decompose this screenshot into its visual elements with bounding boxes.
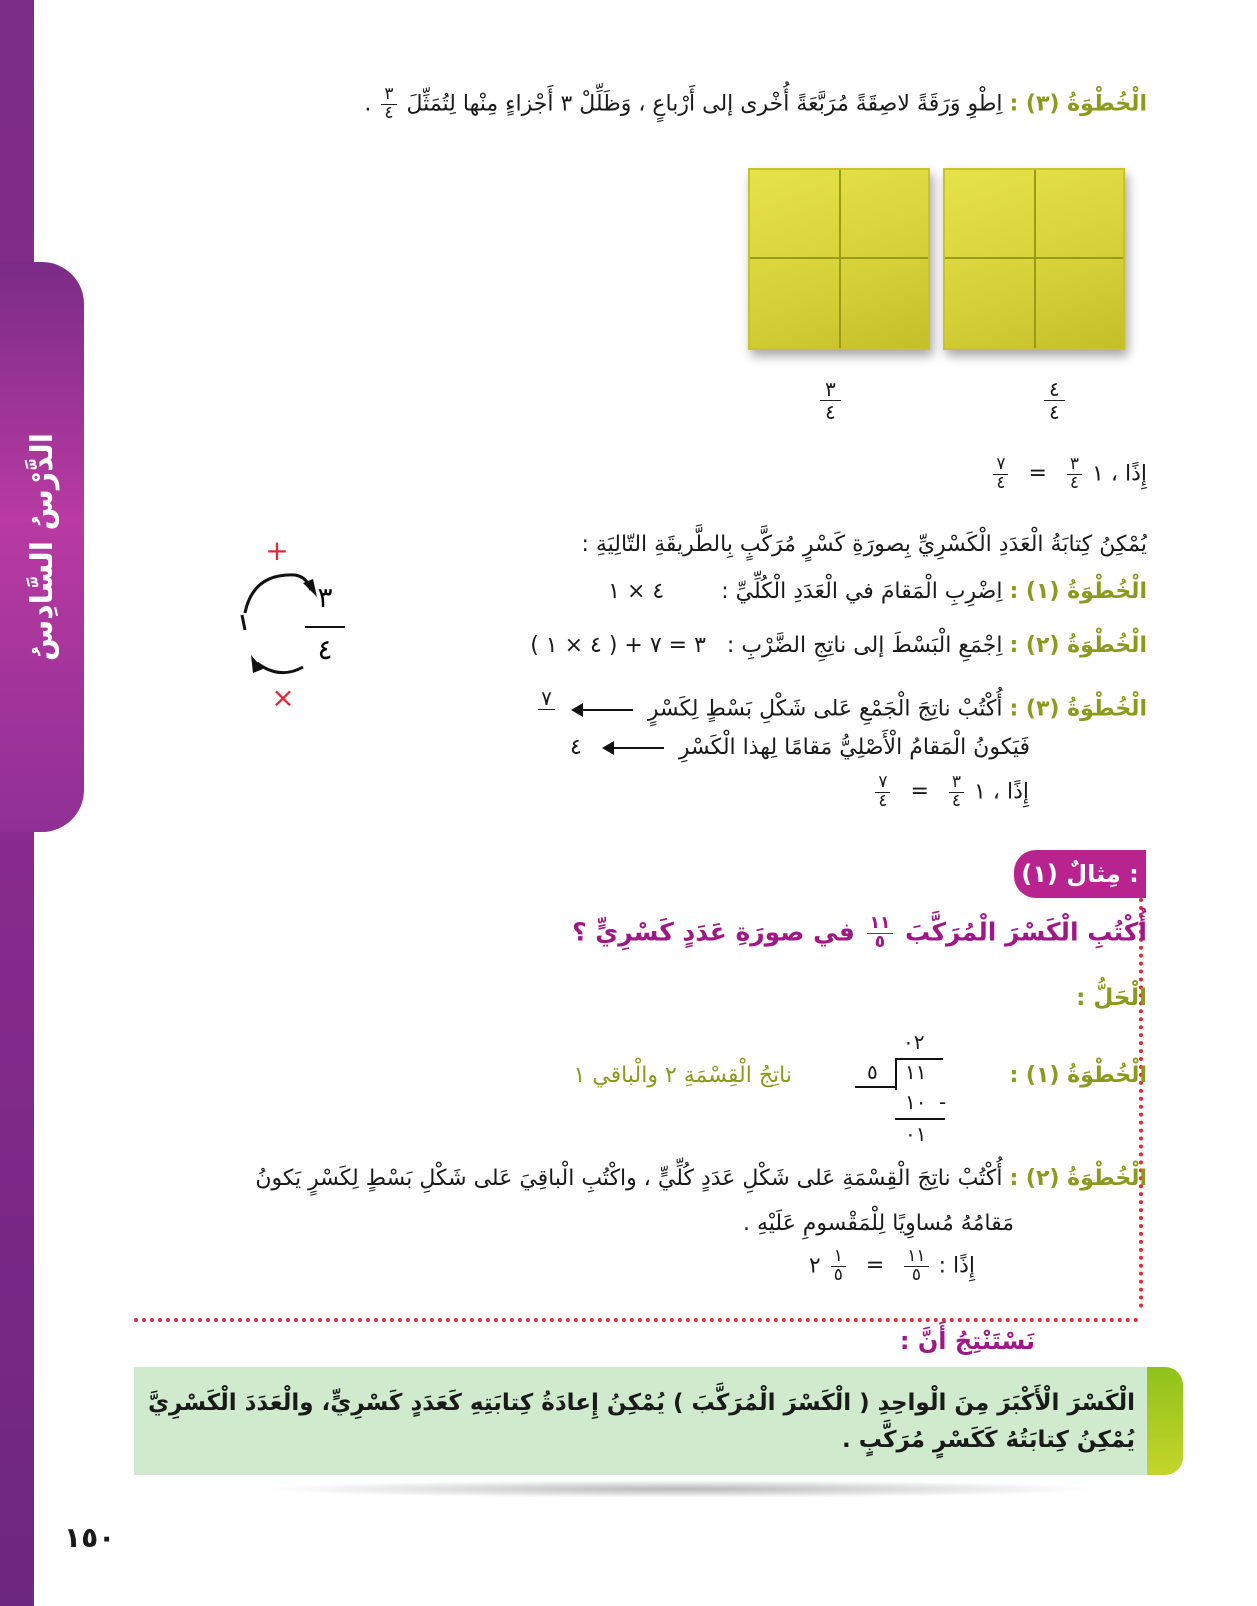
solution-label: الْحَلُّ : xyxy=(1076,985,1147,1011)
eq-prefix: إِذًا : xyxy=(938,1253,975,1279)
method-step-3-line-2 xyxy=(563,734,1030,763)
lesson-title xyxy=(10,262,74,832)
step-text: اِجْمَعِ الْبَسْطَ إلى ناتِجِ الضَّرْبِ : xyxy=(726,633,1003,658)
eq-result-fraction xyxy=(993,456,1008,493)
subtract-value: ١٠ xyxy=(905,1090,927,1114)
eq-sign: = xyxy=(910,779,929,805)
step-line-1: أُكْتُبْ ناتِجَ الْجَمْعِ عَلى شَكْلِ بَسْطٍ لِكَسْرٍ xyxy=(647,696,1003,722)
lesson-title-text: الدَّرْسُ السَّادِسُ xyxy=(24,432,60,662)
step3-intro-end: . xyxy=(364,91,372,117)
fraction-numerator: ٣ xyxy=(949,774,964,793)
fraction-denominator: ٥ xyxy=(911,1264,921,1285)
top-arrow-arc xyxy=(245,575,311,613)
eq-result-fraction xyxy=(831,1248,846,1285)
step3-intro-text: اِطْوِ وَرَقَةً لاصِقَةً مُرَبَّعَةً أُخْرى إلى أَرْباعٍ ، وَظَلِّلْ ٣ أَجْزاءٍ مِنْها لِتُمَثِّلَ xyxy=(406,91,1003,117)
fraction-numerator: ١١ xyxy=(904,1248,928,1267)
remainder: ٠١ xyxy=(905,1122,927,1146)
fraction-numerator: ٣ xyxy=(1067,456,1082,475)
label-denominator: ٤ xyxy=(825,400,836,424)
plus-sign: + xyxy=(265,535,289,567)
label-numerator: ٣ xyxy=(820,378,841,401)
fraction-denominator: ٥ xyxy=(833,1264,843,1285)
conclusion-text: الْكَسْرَ الْأَكْبَرَ مِنَ الْواحِدِ ( الْكَسْرَ الْمُرَكَّبَ ) يُمْكِنُ إِعادَةُ كِتابَتِهِ كَعَدَدٍ كَسْرِيٍّ، والْعَدَدَ الْكَسْرِيَّ يُمْكِنُ كِتابَتُهُ كَكَسْرٍ مُرَكَّبٍ . xyxy=(147,1390,1135,1453)
example-equation xyxy=(809,1248,975,1285)
step-line-2: فَيَكونُ الْمَقامُ الْأَصْلِيُّ مَقامًا لِهذا الْكَسْرِ xyxy=(678,735,1030,760)
fraction-denominator: ٤ xyxy=(384,102,394,123)
eq-fraction xyxy=(1067,456,1082,493)
eq-whole: ١ xyxy=(974,779,986,805)
fraction-numerator: ٧ xyxy=(993,456,1008,475)
fraction-numerator: ٧ xyxy=(538,688,555,710)
example-step-2 xyxy=(255,1165,1147,1194)
step-label: الْخُطْوَةُ (١) : xyxy=(1009,579,1147,604)
times-sign: × xyxy=(271,681,295,714)
method-step-2 xyxy=(530,632,1147,661)
conclusion-shadow xyxy=(260,1480,1100,1498)
method-equation xyxy=(872,774,1029,811)
left-note-label xyxy=(820,378,841,423)
question-fraction xyxy=(867,915,894,952)
fraction-denominator: ٤ xyxy=(1069,472,1080,493)
fraction-numerator: ٣ xyxy=(381,86,396,105)
question-post: في صورَةِ عَدَدٍ كَسْرِيٍّ ؟ xyxy=(572,917,855,947)
example-step-2-line-2: مَقامُهُ مُساوِيًا لِلْمَقْسومِ عَلَيْهِ . xyxy=(742,1211,1014,1236)
step3-intro-line xyxy=(364,86,1147,123)
long-division xyxy=(855,1030,965,1150)
eq-result-fraction xyxy=(875,774,890,811)
fraction-numerator: ١١ xyxy=(867,915,894,934)
sticky-note-left xyxy=(748,168,930,350)
equation-1 xyxy=(990,456,1147,493)
fraction-denominator: ٤ xyxy=(996,472,1006,493)
eq-prefix: إِذًا ، xyxy=(1110,461,1147,487)
page-number: ١٥٠ xyxy=(64,1521,116,1554)
diagram-denominator: ٤ xyxy=(317,633,333,666)
note-fold-vertical xyxy=(1034,170,1036,348)
step-line-1: أُكْتُبْ ناتِجَ الْقِسْمَةِ عَلى شَكْلِ عَدَدٍ كُلِّيٍّ ، واكْتُبِ الْباقِيَ عَلى شَكْلِ بَسْطٍ لِكَسْرٍ يَكونُ xyxy=(255,1166,1003,1191)
division-result: ناتِجُ الْقِسْمَةِ ٢ والْباقي ١ xyxy=(573,1063,792,1088)
step-label: الْخُطْوَةُ (١) : xyxy=(1009,1063,1147,1088)
fraction-denominator: ٤ xyxy=(878,790,888,811)
divisor: ٥ xyxy=(867,1060,878,1084)
example-question xyxy=(572,915,1147,952)
step-label: الْخُطْوَةُ (٢) : xyxy=(1009,633,1147,658)
step3-intro-label: الْخُطْوَةُ (٣) : xyxy=(1009,91,1147,117)
step-text: اِضْرِبِ الْمَقامَ في الْعَدَدِ الْكُلِّيِّ : xyxy=(721,579,1003,604)
conclusion-heading: نَسْتَنْتِجُ أَنَّ : xyxy=(899,1327,1035,1355)
note-fold-vertical xyxy=(839,170,841,348)
arrow-left-icon xyxy=(604,747,664,749)
fraction-numerator: ١ xyxy=(831,1248,846,1267)
right-note-label xyxy=(1044,378,1065,423)
conclusion-tab xyxy=(1147,1367,1183,1475)
fraction-numerator: ٧ xyxy=(875,774,890,793)
arrow-head-icon xyxy=(251,655,263,673)
arc-tick xyxy=(242,615,245,630)
fraction-denominator: ٥ xyxy=(874,931,886,952)
fraction-denominator: ٤ xyxy=(951,790,962,811)
example-border-right xyxy=(1139,898,1143,1308)
step3-intro-fraction xyxy=(381,86,396,123)
step3-denominator: ٤ xyxy=(570,735,582,760)
example-badge xyxy=(1014,850,1146,898)
bottom-arrow-arc xyxy=(257,663,303,673)
dividend: ١١ xyxy=(905,1060,927,1084)
eq-prefix: إِذًا ، xyxy=(992,779,1029,805)
example-step-1 xyxy=(1009,1062,1147,1091)
label-numerator: ٤ xyxy=(1044,378,1065,401)
method-step-1 xyxy=(608,578,1147,607)
sticky-note-right xyxy=(943,168,1125,350)
subtract-underline xyxy=(895,1118,945,1120)
step-label: الْخُطْوَةُ (٣) : xyxy=(1009,696,1147,722)
eq-fraction xyxy=(904,1248,928,1285)
quotient: ٠٢ xyxy=(903,1030,925,1054)
method-step-3 xyxy=(535,688,1147,731)
step-label: الْخُطْوَةُ (٢) : xyxy=(1009,1166,1147,1191)
example-badge-text: مِثالٌ (١) : xyxy=(1021,860,1139,888)
diagram-numerator: ٣ xyxy=(317,581,333,614)
eq-whole: ١ xyxy=(1092,461,1104,487)
eq-sign: = xyxy=(865,1253,885,1279)
eq-fraction xyxy=(949,774,964,811)
minus-sign: - xyxy=(939,1090,947,1114)
mixed-number-diagram xyxy=(225,535,365,715)
eq-sign: = xyxy=(1028,461,1047,487)
arrow-left-icon xyxy=(573,709,633,711)
step3-fraction xyxy=(538,688,555,731)
eq-whole: ٢ xyxy=(808,1253,821,1279)
label-denominator: ٤ xyxy=(1049,400,1060,424)
step-expression: ( ٤ × ١ ) + ٣ = ٧ xyxy=(530,633,706,658)
example-border-bottom xyxy=(134,1318,1139,1322)
question-pre: أُكْتُبِ الْكَسْرَ الْمُرَكَّبَ xyxy=(905,917,1147,947)
method-intro: يُمْكِنُ كِتابَةُ الْعَدَدِ الْكَسْرِيِّ بِصورَةِ كَسْرٍ مُرَكَّبٍ بِالطَّريقَةِ التّالِيَةِ : xyxy=(581,532,1147,557)
step-expression: ٤ × ١ xyxy=(608,579,665,604)
divisor-underline xyxy=(855,1086,895,1088)
